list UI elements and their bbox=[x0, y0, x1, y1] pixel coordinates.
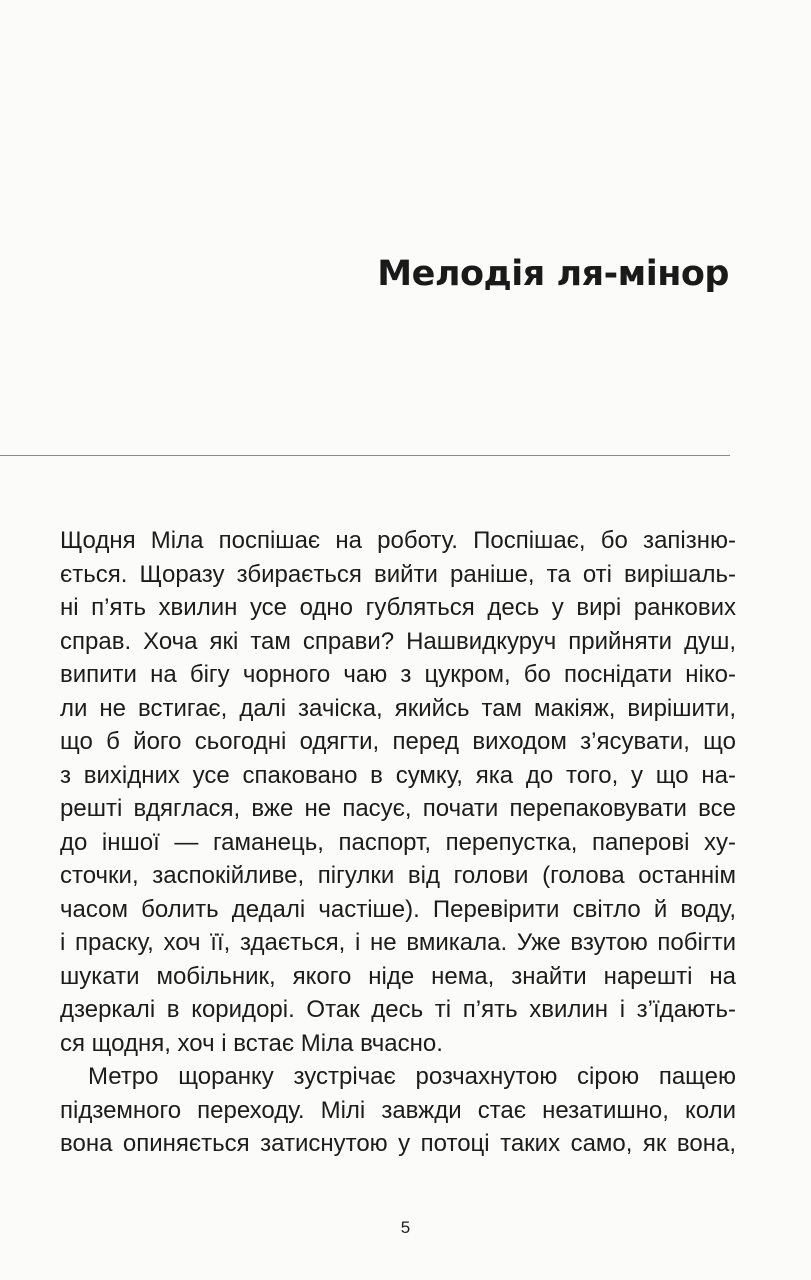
text-line: вона опиняється затиснутою у потоці таких само, як вона, bbox=[60, 1130, 736, 1157]
text-line: сточки, заспокійливе, пігулки від голови (голова останнім bbox=[60, 862, 736, 889]
text-line: до іншої — гаманець, паспорт, перепустка, паперові ху- bbox=[60, 828, 736, 856]
body-text bbox=[60, 524, 736, 1161]
text-line: ся щодня, хоч і встає Міла вчасно. bbox=[60, 1029, 443, 1057]
text-line: підземного переходу. Мілі завжди стає незатишно, коли bbox=[60, 1096, 736, 1124]
text-line: решті вдяглася, вже не пасує, почати перепаковувати все bbox=[60, 795, 736, 822]
page-number: 5 bbox=[400, 1218, 411, 1237]
text-line: і праску, хоч її, здається, і не вмикала. Уже взутою побігти bbox=[60, 929, 736, 956]
chapter-title: Мелодія ля-мінор bbox=[377, 254, 729, 294]
text-line: випити на бігу чорного чаю з цукром, бо поснідати ніко- bbox=[60, 661, 736, 688]
text-line: ли не встигає, далі зачіска, якийсь там макіяж, вирішити, bbox=[60, 694, 736, 722]
text-line: справ. Хоча які там справи? Нашвидкуруч прийняти душ, bbox=[60, 627, 736, 655]
text-line: що б його сьогодні одягти, перед виходом з’ясувати, що bbox=[60, 728, 736, 755]
text-line: ється. Щоразу збирається вийти раніше, та оті вирішаль- bbox=[60, 560, 736, 588]
text-line: Метро щоранку зустрічає розчахнутою сірою пащею bbox=[88, 1063, 736, 1090]
text-line: з вихідних усе спаковано в сумку, яка до того, у що на- bbox=[60, 761, 736, 789]
horizontal-divider bbox=[0, 455, 730, 456]
text-line: дзеркалі в коридорі. Отак десь ті п’ять хвилин і з’їдають- bbox=[60, 996, 736, 1023]
text-line: шукати мобільник, якого ніде нема, знайти нарешті на bbox=[60, 962, 736, 990]
text-line: Щодня Міла поспішає на роботу. Поспішає, бо запізню- bbox=[60, 527, 736, 554]
text-line: часом болить дедалі частіше). Перевірити світло й воду, bbox=[60, 895, 736, 923]
text-line: ні п’ять хвилин усе одно губляться десь у вирі ранкових bbox=[60, 594, 736, 621]
